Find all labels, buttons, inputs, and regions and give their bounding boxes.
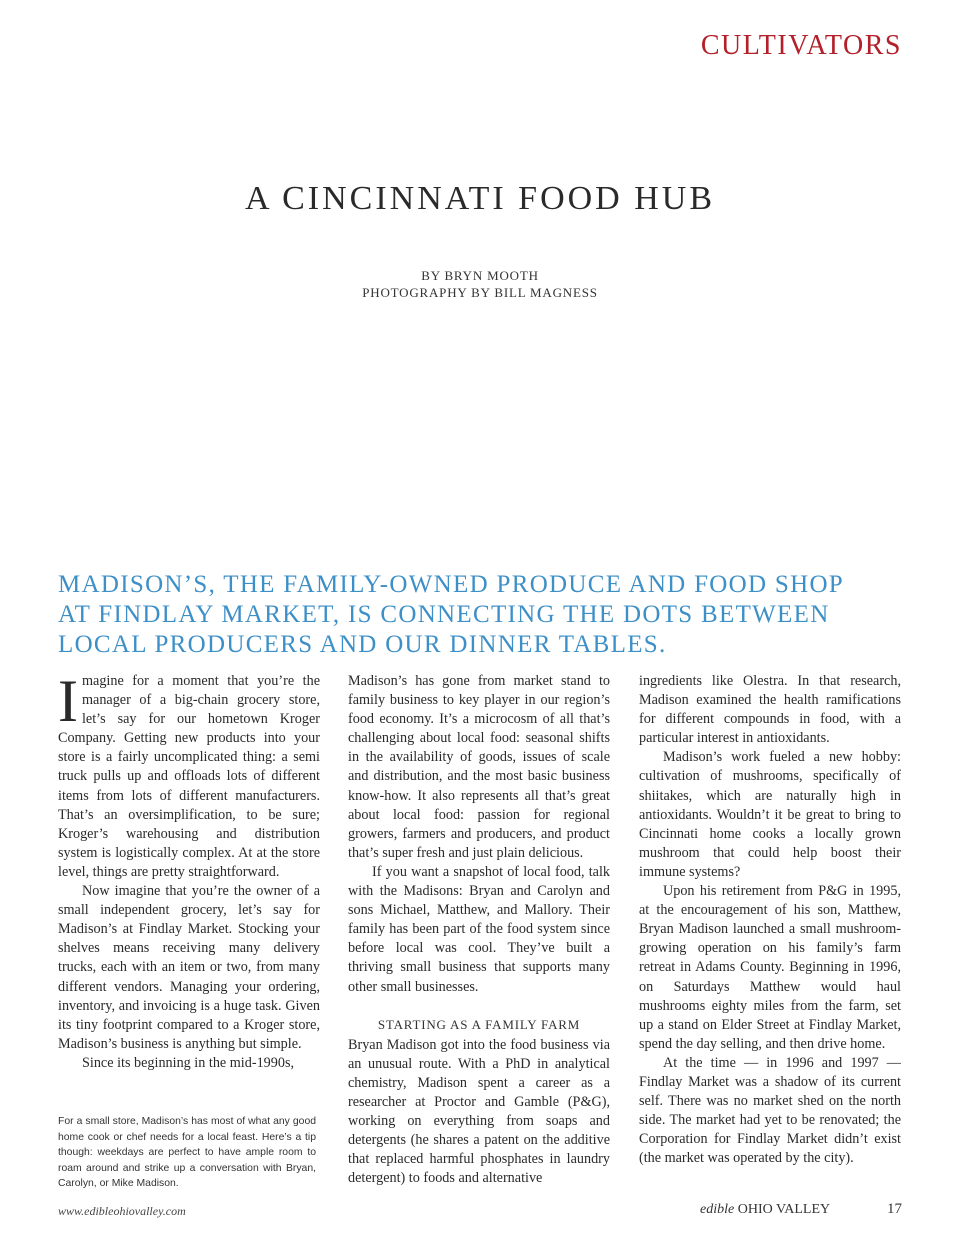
brand-edible: edible [700,1202,735,1217]
body-paragraph: Upon his retirement from P&G in 1995, at the encouragement of his son, Matthew, Bryan Madison launched a small mushroom-growing operation on his family’s farm retreat in Adams County. Beginning in 1996, on Saturdays Matthew would haul mushrooms eighty miles from the farm, set up a stand on Elder Street at Findlay Market, spend the day selling, and then drive home. [639,883,901,1052]
body-column-2 [348,672,610,1188]
section-label: CULTIVATORS [700,30,902,61]
byline-block [0,267,960,301]
body-paragraph: Madison’s work fueled a new hobby: cultivation of mushrooms, specifically of shiitakes, which are naturally high in antioxidants. Wouldn’t it be great to bring to Cincinnati home cooks a locally grown mushroom that could help boost their immune systems? [639,749,901,880]
body-column-3 [639,672,901,1168]
body-paragraph: At the time — in 1996 and 1997 — Findlay Market was a shadow of its current self. There was no market shed on the north side. The market had yet to be renovated; the Corporation for Findlay Market didn’t exist (the market was operated by the city). [639,1054,901,1167]
photo-credit: PHOTOGRAPHY BY BILL MAGNESS [362,285,598,300]
photo-caption: For a small store, Madison’s has most of what any good home cook or chef needs for a local feast. Here’s a tip though: weekdays are perfect to have ample room to roam around and strike up a conversation with Bryan, Carolyn, or Mike Madison. [58,1116,316,1189]
body-paragraph: Since its beginning in the mid-1990s, [82,1054,295,1071]
body-paragraph: Now imagine that you’re the owner of a small independent grocery, let’s say for Madison’s at Findlay Market. Stocking your shelves means receiving many delivery trucks, each with an item or two, from many different vendors. Managing your ordering, inventory, and invoicing is a huge task. Given its tiny footprint compared to a Kroger store, Madison’s business is anything but simple. [58,883,320,1052]
page-number: 17 [887,1201,902,1217]
article-deck: MADISON’S, THE FAMILY-OWNED PRODUCE AND FOOD SHOP AT FINDLAY MARKET, IS CONNECTING THE DOTS BETWEEN LOCAL PRODUCERS AND OUR DINNER TABLES. [58,571,844,658]
body-column-1 [58,668,320,1073]
footer-url: www.edibleohiovalley.com [58,1204,186,1218]
section-subhead: STARTING AS A FAMILY FARM [377,1016,581,1032]
paragraph-text: magine for a moment that you’re the manager of a big-chain grocery store, let’s say for our hometown Kroger Company. Getting new products into your store is a fairly uncomplicated thing: a semi truck pulls up and offloads lots of different items from lots of different manufacturers. That’s an oversimplification, to be sure; Kroger’s warehousing and distribution system is logistically complex. At at the store level, things are pretty straightforward. [58,673,320,880]
body-paragraph: Madison’s has gone from market stand to family business to key player in our region’s food economy. It’s a microcosm of all that’s challenging about local food: seasonal shifts in the availability of goods, issues of scale and distribution, and the most basic business know-how. It also represents all that’s great about local food: passion for regional growers, farmers and producers, and product that’s super fresh and just plain delicious. [348,673,610,861]
body-paragraph: ingredients like Olestra. In that research, Madison examined the health ramifications for different compounds in food, with a particular interest in antioxidants. [639,673,901,747]
brand-region: OHIO VALLEY [737,1202,831,1217]
drop-cap: I [58,668,78,734]
footer-brand [700,1202,830,1218]
body-paragraph: If you want a snapshot of local food, talk with the Madisons: Bryan and Carolyn and sons Michael, Matthew, and Mallory. Their family has been part of the food system since before local was cool. They’ve built a thriving small business that supports many other small businesses. [348,863,610,995]
body-paragraph: Bryan Madison got into the food business via an unusual route. With a PhD in analytical chemistry, Madison spent a career as a researcher at Proctor and Gamble (P&G), working on everything from soaps and detergents (he shares a patent on the additive that replaced harmful phosphates in laundry detergent) to foods and alternative [348,1036,610,1187]
article-title: A CINCINNATI FOOD HUB [244,180,716,217]
body-paragraph [58,668,320,882]
author-byline: BY BRYN MOOTH [421,268,539,283]
